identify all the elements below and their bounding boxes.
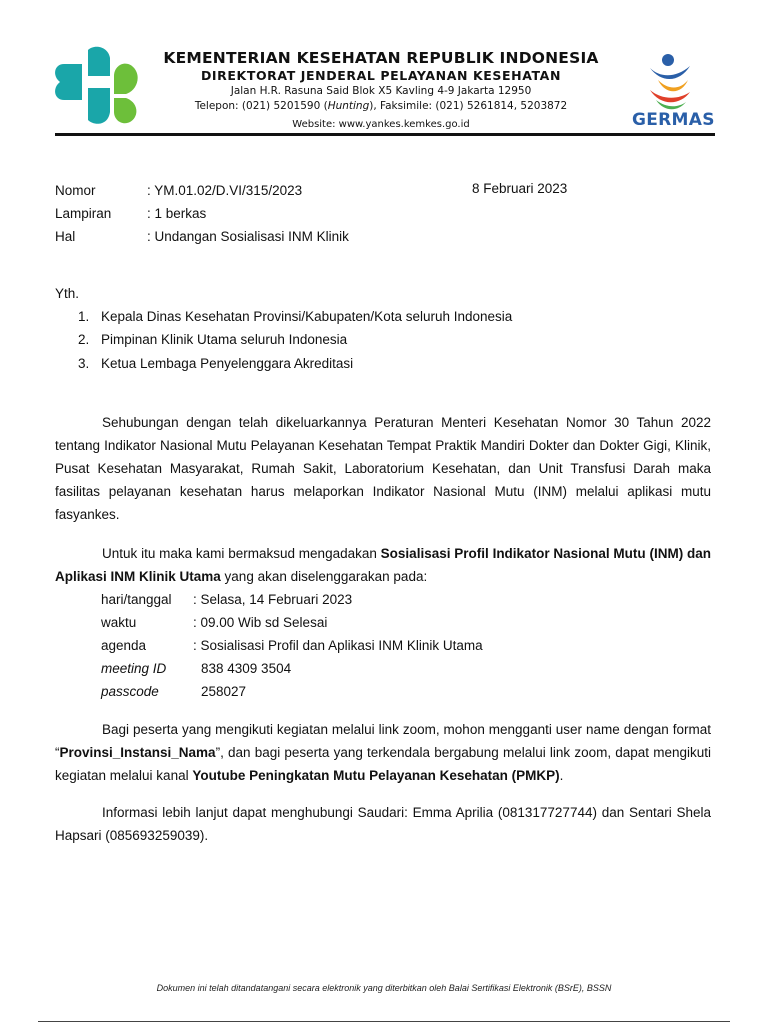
detail-row: agenda : Sosialisasi Profil dan Aplikasi INM Klinik Utama	[101, 638, 483, 653]
letterhead-divider	[55, 133, 715, 136]
ministry-phone: Telepon: (021) 5201590 (Hunting), Faksimile: (021) 5261814, 5203872	[194, 100, 568, 112]
hal-value: : Undangan Sosialisasi INM Klinik	[147, 229, 349, 244]
signature-footer-note: Dokumen ini telah ditandatangani secara elektronik yang diterbitkan oleh Balai Sertifikasi Elektronik (BSrE), BSSN	[156, 983, 612, 993]
paragraph-1: Sehubungan dengan telah dikeluarkannya Peraturan Menteri Kesehatan Nomor 30 Tahun 2022 tentang Indikator Nasional Mutu Pelayanan Kesehatan Tempat Praktik Mandiri Dokter dan Dokter Gigi, Klinik, Pusat Kesehatan Masyarakat, Rumah Sakit, Laboratorium Kesehatan, dan Unit Transfusi Darah maka fasilitas pelayanan kesehatan harus melaporkan Indikator Nasional Mutu (INM) melalui aplikasi mutu fasyankes.	[55, 415, 711, 522]
list-item: 1. Kepala Dinas Kesehatan Provinsi/Kabupaten/Kota seluruh Indonesia	[78, 309, 513, 324]
letterhead-text	[146, 48, 616, 133]
detail-row: hari/tanggal : Selasa, 14 Februari 2023	[101, 592, 353, 607]
ministry-website: Website: www.yankes.kemkes.go.id	[292, 119, 470, 130]
list-item: 3. Ketua Lembaga Penyelenggara Akreditasi	[78, 355, 354, 371]
salutation: Yth.	[55, 286, 80, 301]
germas-logo-text: GERMAS	[632, 110, 715, 130]
ministry-name: KEMENTERIAN KESEHATAN REPUBLIK INDONESIA	[163, 49, 599, 67]
nomor-label: Nomor	[55, 183, 96, 198]
subject-row	[55, 225, 349, 248]
hal-label: Hal	[55, 229, 76, 244]
attachment-row	[55, 202, 206, 225]
list-item: 2. Pimpinan Klinik Utama seluruh Indonesia	[78, 332, 348, 348]
passcode-row: passcode 258027	[101, 684, 247, 699]
lampiran-label: Lampiran	[55, 206, 112, 221]
letterhead	[0, 0, 768, 160]
letter-number-row	[55, 179, 302, 202]
footer-divider	[38, 1021, 730, 1022]
event-details	[101, 588, 483, 703]
paragraph-2: Untuk itu maka kami bermaksud mengadakan Sosialisasi Profil Indikator Nasional Mutu (INM) dan Aplikasi INM Klinik Utama yang akan diselenggarakan pada:	[55, 546, 711, 584]
paragraph-4: Informasi lebih lanjut dapat menghubungi Saudari: Emma Aprilia (081317727744) dan Sentari Shela Hapsari (085693259039).	[55, 805, 711, 843]
detail-row: waktu : 09.00 Wib sd Selesai	[101, 615, 328, 630]
lampiran-value: : 1 berkas	[147, 206, 207, 221]
directorate-name: DIREKTORAT JENDERAL PELAYANAN KESEHATAN	[200, 68, 562, 83]
meeting-id-row: meeting ID 838 4309 3504	[101, 661, 292, 676]
nomor-value: : YM.01.02/D.VI/315/2023	[147, 183, 303, 198]
recipient-list	[78, 305, 512, 375]
kemenkes-logo-icon	[52, 46, 142, 128]
ministry-address: Jalan H.R. Rasuna Said Blok X5 Kavling 4-9 Jakarta 12950	[230, 85, 532, 97]
paragraph-3: Bagi peserta yang mengikuti kegiatan melalui link zoom, mohon mengganti user name dengan format “Provinsi_Instansi_Nama”, dan bagi peserta yang terkendala bergabung melalui link zoom, dapat mengikuti kegiatan melalui kanal Youtube Peningkatan Mutu Pelayanan Kesehatan (PMKP).	[55, 722, 711, 783]
letter-date: 8 Februari 2023	[472, 181, 568, 196]
